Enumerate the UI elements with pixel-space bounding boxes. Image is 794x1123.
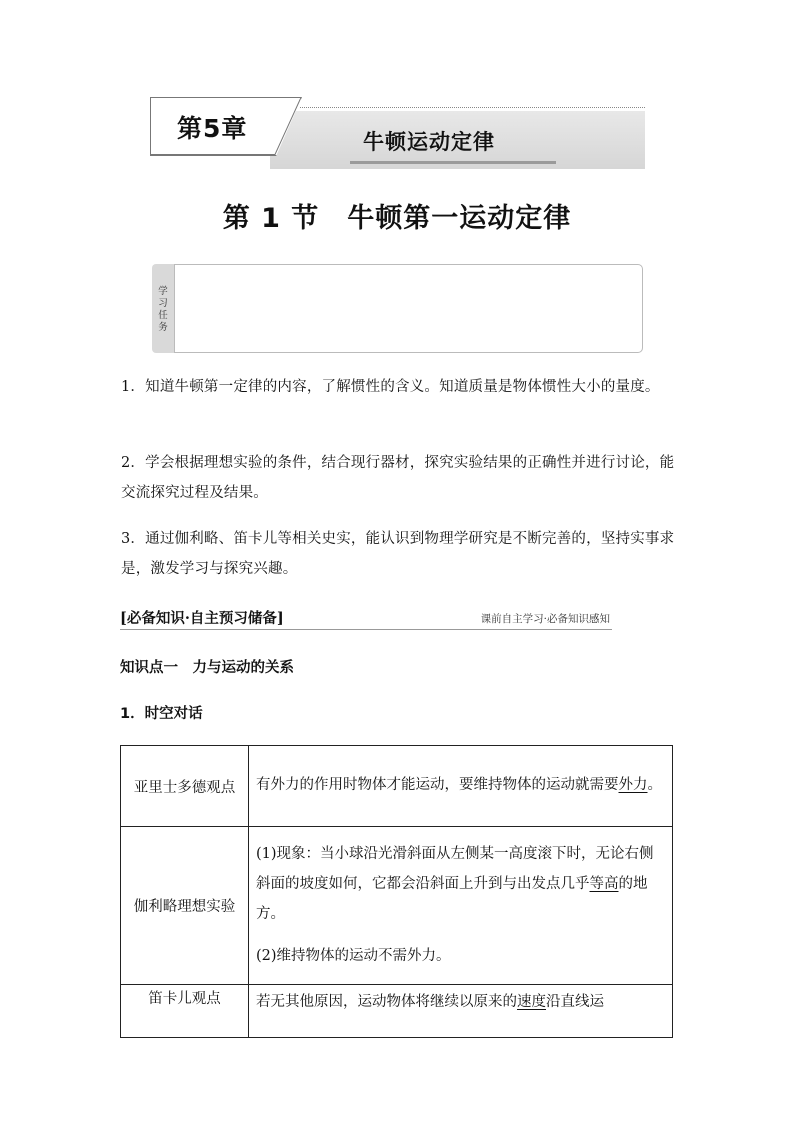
- text-segment: 。: [647, 777, 662, 793]
- text-segment: 有外力的作用时物体才能运动，要维持物体的运动就需要: [256, 777, 619, 793]
- subheading: 1．时空对话: [120, 706, 203, 722]
- table-row-label: 伽利略理想实验: [121, 827, 249, 985]
- underlined-answer: 等高: [589, 875, 619, 892]
- table-row: [121, 985, 673, 1038]
- objective-item: 2．学会根据理想实验的条件，结合现行器材，探究实验结果的正确性并进行讨论，能交流探究过程及结果。: [121, 455, 675, 501]
- study-task-box: [152, 264, 643, 353]
- underlined-answer: 速度: [517, 994, 546, 1010]
- part-header: [120, 607, 612, 630]
- banner-dotted-line: [300, 107, 645, 108]
- table-row-content: [249, 827, 673, 985]
- objective-item: 1．知道牛顿第一定律的内容，了解惯性的含义。知道质量是物体惯性大小的量度。: [121, 379, 660, 395]
- table-row: [121, 827, 673, 985]
- section-title: 第 1 节 牛顿第一运动定律: [222, 203, 572, 234]
- viewpoint-table: [120, 745, 673, 1038]
- underlined-answer: 外力: [618, 777, 648, 793]
- table-row-label: 亚里士多德观点: [121, 746, 249, 827]
- part-header-title: [必备知识·自主预习储备]: [120, 610, 284, 627]
- text-segment: 沿直线运: [546, 994, 604, 1010]
- table-row: [121, 746, 673, 827]
- table-row-label: 笛卡儿观点: [121, 985, 249, 1038]
- chapter-label: 第5章: [177, 114, 248, 143]
- text-segment: 的地方。: [256, 875, 648, 922]
- text-segment: 若无其他原因，运动物体将继续以原来的: [256, 994, 517, 1010]
- knowledge-point-heading: 知识点一 力与运动的关系: [120, 660, 294, 676]
- objective-item: 3．通过伽利略、笛卡儿等相关史实，能认识到物理学研究是不断完善的，坚持实事求是，激发学习与探究兴趣。: [121, 531, 675, 577]
- chapter-title: 牛顿运动定律: [363, 130, 495, 154]
- study-task-tab: [152, 264, 174, 353]
- text-segment: (2)维持物体的运动不需外力。: [256, 947, 451, 964]
- table-row-content: [249, 746, 673, 827]
- table-row-content: [249, 985, 673, 1038]
- study-task-frame: [174, 264, 643, 353]
- text-segment: (1)现象：当小球沿光滑斜面从左侧某一高度滚下时，无论右侧斜面的坡度如何，它都会沿斜面上升到与出发点几乎: [256, 845, 654, 892]
- chapter-banner: [150, 97, 645, 169]
- study-task-tab-label: 学习任务: [158, 286, 168, 333]
- chapter-title-rule: [350, 161, 556, 164]
- part-header-subtitle: 课前自主学习·必备知识感知: [480, 613, 610, 625]
